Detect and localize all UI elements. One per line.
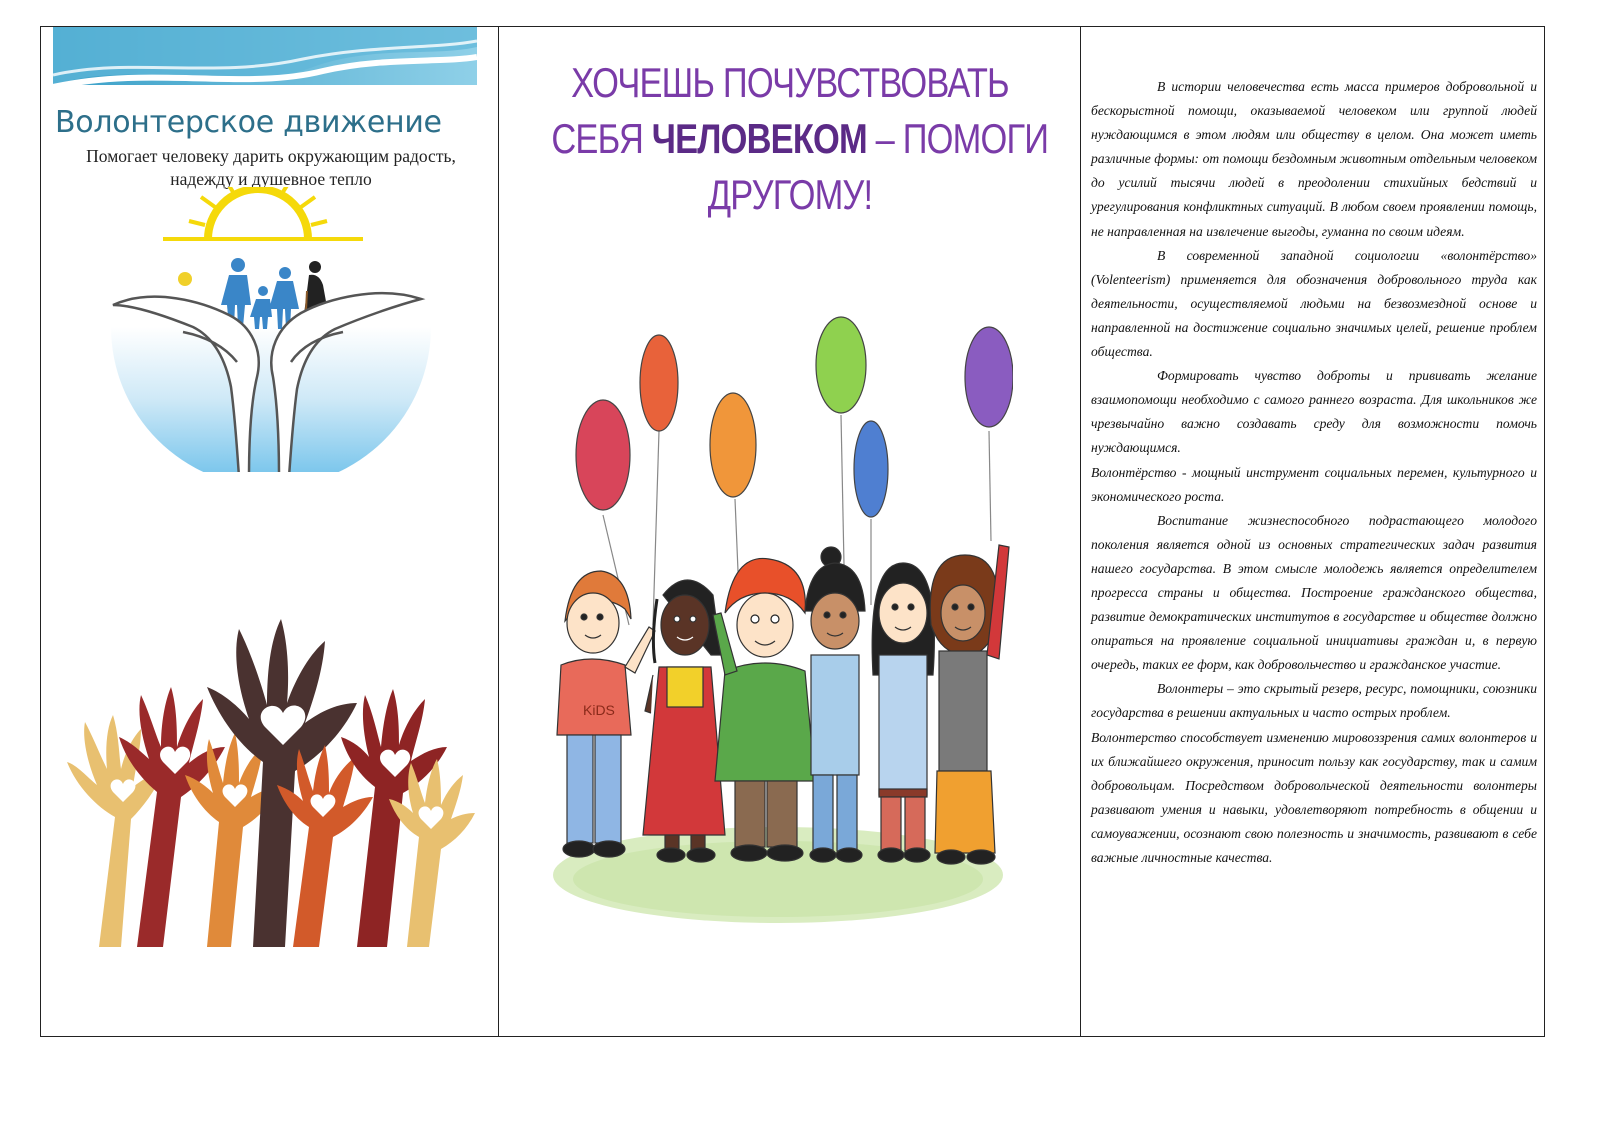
sun-icon [163,187,363,239]
article-paragraph-7: Волонтерство способствует изменению мировоззрения самих волонтеров и их ближайшего окружения, приносит пользу как государству, так и самим добровольцам. Посредством добровольческой деятельности волонтеры развивают умения и навыки, удовлетворяют потребность в общении и самоуважении, осознают свою полезность и значимость, развивают в себе важные личностные качества. [1091,729,1537,865]
headline-line2-end: – ПОМОГИ [866,115,1049,162]
left-panel [41,27,499,1036]
headline-line3: ДРУГОМУ! [707,171,873,218]
article-paragraph-6: Волонтеры – это скрытый резерв, ресурс, помощники, союзники государства в решении актуальных и часто острых проблем. [1091,681,1537,721]
article-paragraph-2: В современной западной социологии «волонтёрство» (Volenteerism) применяется для обозначения добровольного труда как деятельности, осуществляемой людьми на безвозмездной основе и направленной на достижение социально значимых целей, решение проблем общества. [1091,247,1537,360]
headline-line1: ХОЧЕШЬ ПОЧУВСТВОВАТЬ [571,59,1009,106]
headline-line2 [551,111,1049,167]
article-paragraph-3: Формировать чувство доброты и прививать желание взаимопомощи необходимо с самого раннего возраста. Для школьников же чрезвычайно важно создавать среду для возможности помочь нуждающимся. [1091,368,1537,456]
child-figure-2 [643,580,725,862]
right-panel [1081,27,1544,1036]
child-figure-6 [930,545,1009,864]
article-paragraph-1: В истории человечества есть масса примеров добровольной и бескорыстной помощи, оказываемой человеком или группой людей нуждающимся в этом людям или обществу в целом. Она может иметь различные формы: от помощи бездомным животным отдельным человеком до усилий тысячи людей в преодолении стихийных бедствий и урегулирования конфликтных ситуаций. В любом своем проявлении помощь, не направленная на извлечение выгоды, гуманна по своим идеям. [1091,79,1537,239]
logo-subtitle-line2: надежду и душевное тепло [170,169,372,189]
headline-emphasis: ЧЕЛОВЕКОМ [651,115,867,162]
article-paragraph-5: Воспитание жизнеспособного подрастающего молодого поколения является одной из основных стратегических задач развития нашего государства. В этом смысле молодежь является определителем прогресса страны и общества. Построение гражданского общества, развитие демократических институтов в государстве и обществе должно опираться на проявление социальной инициативы граждан и, в первую очередь, таких ее форм, как добровольчество и гражданское участие. [1091,512,1537,673]
brochure-frame [40,26,1545,1037]
child-figure-3 [713,558,815,861]
article-text [1091,75,1537,870]
volunteer-logo-card [53,27,477,472]
child-figure-5 [872,563,934,862]
logo-subtitle-line1: Помогает человеку дарить окружающим радость, [86,146,456,166]
children-with-balloons-illustration [553,295,1013,935]
balloons-icon [576,317,1013,517]
raised-hands-hearts-illustration [57,587,477,947]
center-panel [499,27,1081,1036]
wave-banner-graphic [53,27,477,97]
logo-subtitle [53,145,477,191]
headline-line2-start: СЕБЯ [551,115,652,162]
headline [551,55,1049,223]
shirt-text: KiDS [583,702,615,718]
logo-title: Волонтерское движение [55,105,442,140]
child-figure-1 [557,571,655,857]
hands-sun-family-emblem [53,187,477,472]
child-figure-4 [805,547,865,862]
article-paragraph-4: Волонтёрство - мощный инструмент социальных перемен, культурного и экономического роста. [1091,464,1537,504]
